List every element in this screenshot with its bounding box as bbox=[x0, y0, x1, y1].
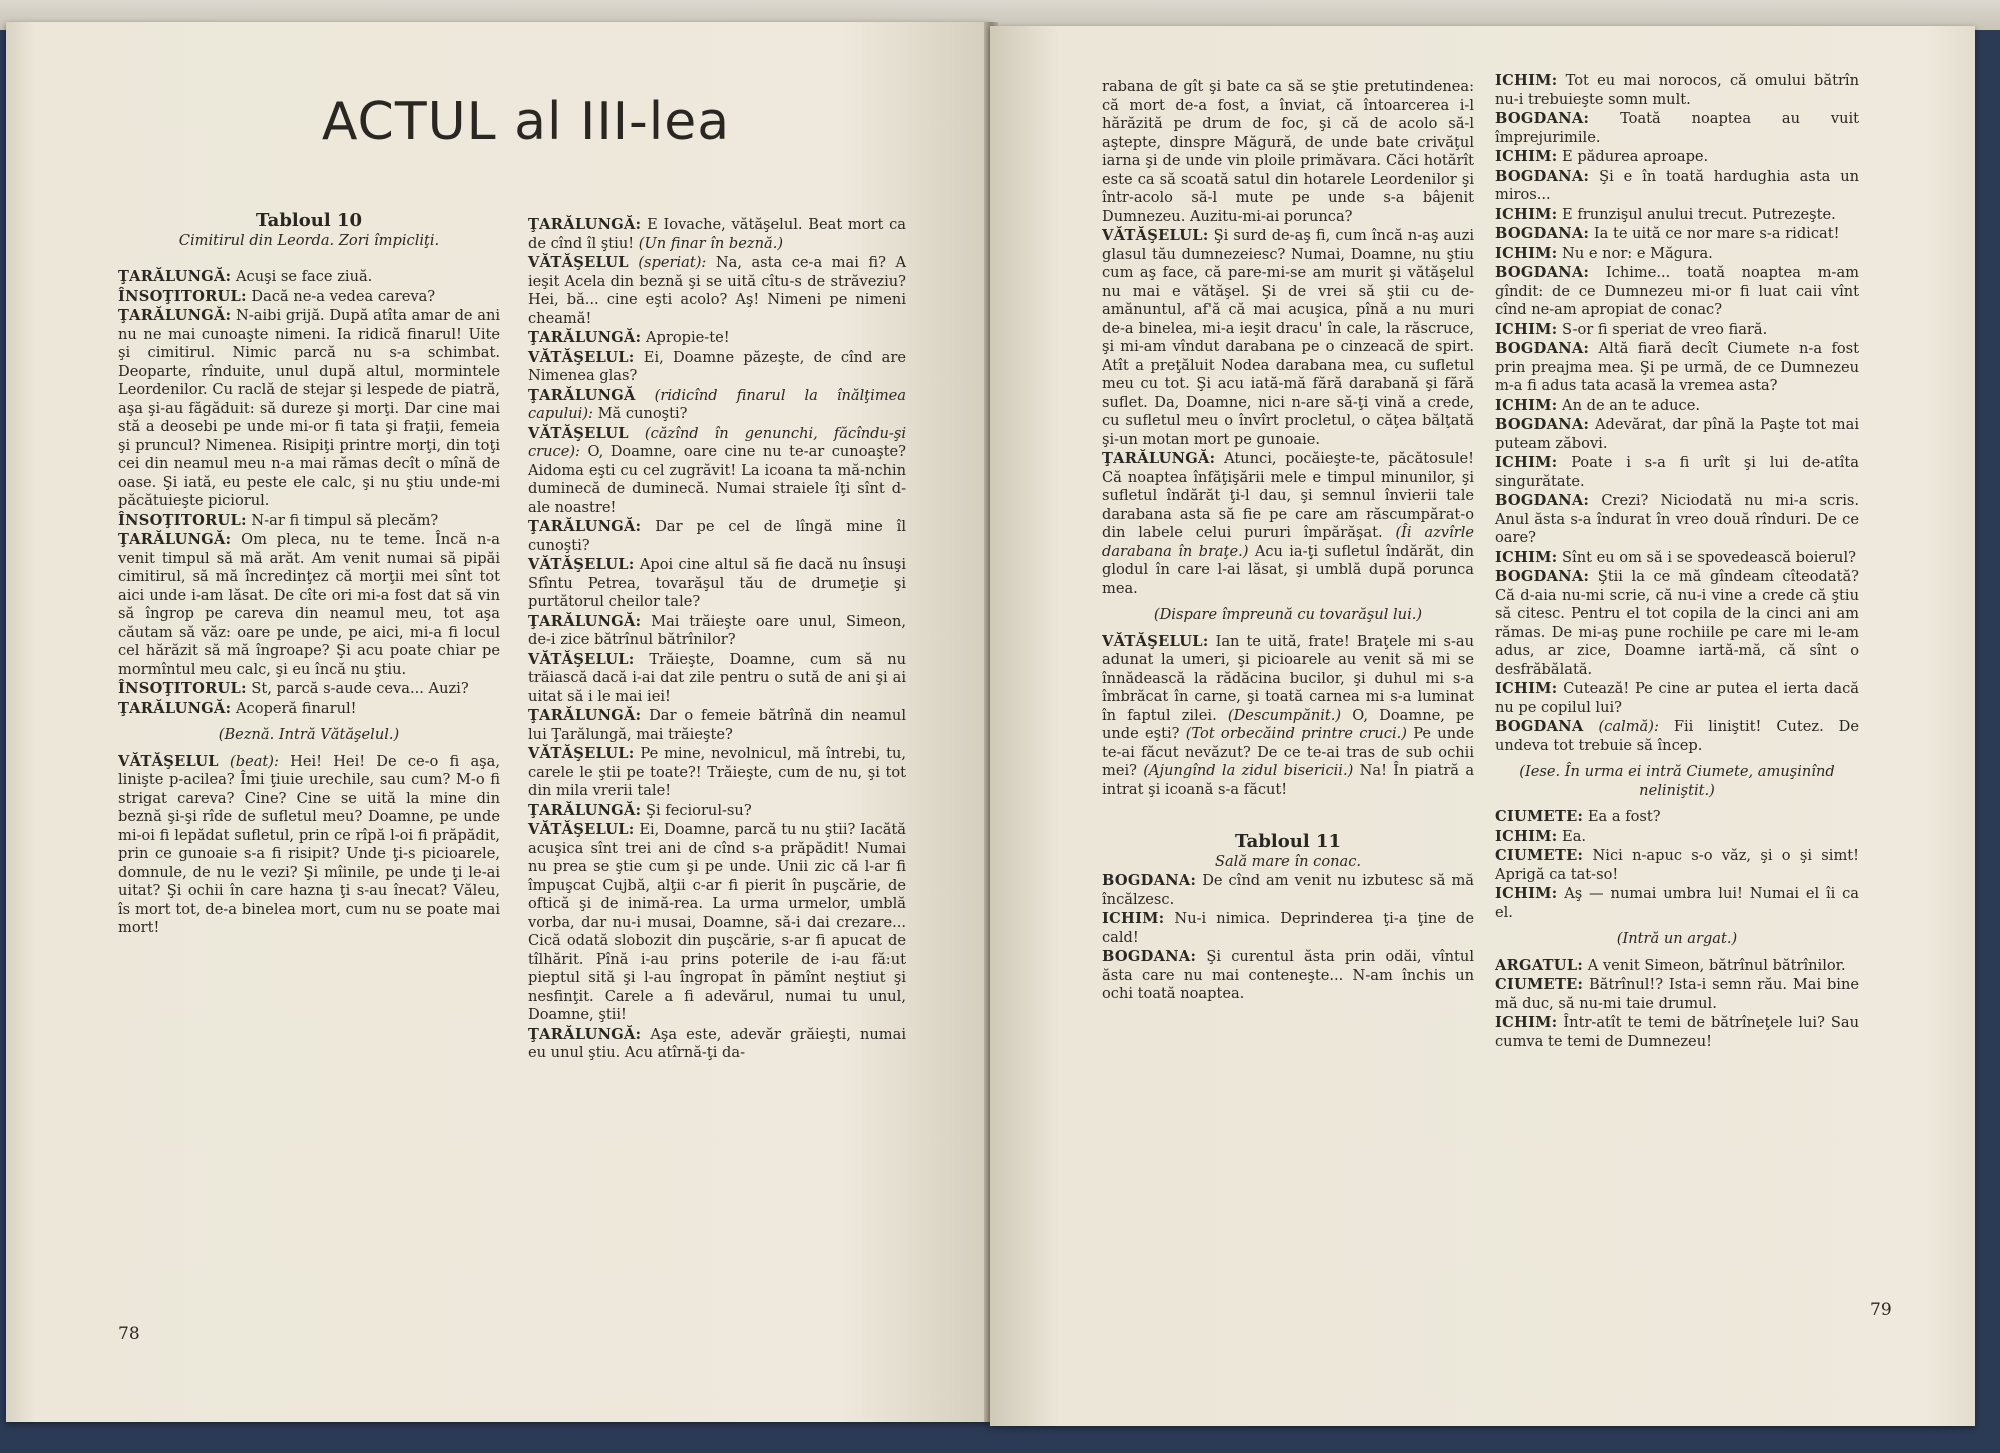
speaker-name: ŢARĂLUNGĂ: bbox=[118, 531, 232, 548]
speaker-name: ICHIM: bbox=[1495, 148, 1558, 165]
speaker-name: ICHIM: bbox=[1495, 72, 1558, 89]
dialogue-text: Na! În piatră a intrat şi icoană s-a făcut! bbox=[1102, 762, 1475, 798]
dialogue-line bbox=[1495, 549, 1859, 568]
dialogue-line bbox=[1495, 397, 1859, 416]
dialogue-line bbox=[1495, 416, 1859, 453]
dialogue-line bbox=[118, 512, 500, 531]
stage-direction: (Dispare împreună cu tovarăşul lui.) bbox=[1153, 606, 1423, 623]
stage-direction: (Beznă. Intră Vătăşelul.) bbox=[218, 726, 400, 743]
dialogue-line bbox=[1495, 1014, 1859, 1051]
dialogue-line bbox=[528, 387, 906, 424]
dialogue-line bbox=[1495, 957, 1859, 976]
dialogue-line bbox=[1495, 168, 1859, 205]
dialogue-text: Acu ia-ţi sufletul îndărăt, din glodul în care l-ai lăsat, şi umblă după porunca mea. bbox=[1102, 542, 1475, 597]
speaker-name: VĂTĂŞELUL bbox=[118, 752, 219, 770]
dialogue-text: Fii liniştit! Cutez. De undeva tot trebuie să încep. bbox=[1495, 718, 1860, 754]
dialogue-line bbox=[528, 707, 906, 744]
dialogue-text: Bătrînul!? Ista-i semn rău. Mai bine mă duc, să nu-mi taie drumul. bbox=[1495, 976, 1859, 1012]
dialogue-line bbox=[118, 753, 500, 938]
inline-stage-direction: (calmă): bbox=[1598, 718, 1659, 735]
speaker-name: ARGATUL: bbox=[1495, 956, 1584, 974]
dialogue-text: Poate i s-a fi urît şi lui de-atîta singurătate. bbox=[1495, 454, 1859, 490]
speaker-name: ŢARĂLUNGĂ: bbox=[118, 699, 232, 717]
page-number-right: 79 bbox=[1870, 1300, 1892, 1320]
dialogue-line bbox=[1495, 148, 1859, 167]
speaker-name: VĂTĂŞELUL bbox=[528, 254, 629, 271]
dialogue-text: Cutează! Pe cine ar putea el ierta dacă nu pe copilul lui? bbox=[1495, 680, 1860, 716]
dialogue-text: Nu e nor: e Măgura. bbox=[1562, 244, 1713, 262]
dialogue-line bbox=[528, 613, 906, 650]
dialogue-text: Na, asta ce-a mai fi? A ieşit Acela din beznă şi se uită cîtu-s de străveziu? Hei, bă... cine eşti acolo? Aş! Nimeni pe nimeni cheamă! bbox=[528, 254, 907, 327]
speaker-name: CIUMETE: bbox=[1495, 847, 1584, 864]
dialogue-text: E pădurea aproape. bbox=[1562, 148, 1709, 165]
dialogue-line bbox=[1495, 321, 1859, 340]
speaker-name: CIUMETE: bbox=[1495, 976, 1584, 993]
speaker-name: VĂTĂŞELUL: bbox=[1102, 227, 1209, 244]
dialogue-text: Pe mine, nevolnicul, mă întrebi, tu, carele le ştii pe toate?! Trăieşte, cum de nu, şi tot din mila vrerii tale! bbox=[528, 745, 907, 799]
dialogue-line bbox=[528, 821, 906, 1025]
dialogue-text: Ian te uită, frate! Braţele mi s-au adunat la umeri, şi picioarele au venit să mi se înnădească la rădăcina bucilor, şi duhul mi s-a îmbrăcat în carne, şi toată carnea mi s-a luminat în faptul zilei. bbox=[1102, 632, 1474, 724]
speaker-name: ŢARĂLUNGĂ: bbox=[528, 1025, 642, 1043]
speaker-name: ŢARĂLUNGĂ: bbox=[528, 612, 642, 630]
speaker-name: BOGDANA: bbox=[1495, 492, 1590, 509]
dialogue-text: Adevărat, dar pînă la Paşte tot mai puteam zăbovi. bbox=[1495, 416, 1859, 452]
inline-stage-direction: (speriat): bbox=[638, 254, 707, 271]
dialogue-line bbox=[1102, 633, 1474, 800]
dialogue-line bbox=[1495, 225, 1859, 244]
speaker-name: BOGDANA: bbox=[1495, 568, 1590, 585]
speaker-name: ICHIM: bbox=[1495, 548, 1558, 566]
dialogue-line bbox=[1495, 492, 1859, 548]
stage-direction: (Intră un argat.) bbox=[1616, 930, 1738, 947]
dialogue-text: Aşa este, adevăr grăieşti, numai eu unul ştiu. Acu atîrnă-ţi da- bbox=[528, 1025, 906, 1061]
speaker-name: BOGDANA: bbox=[1102, 948, 1197, 965]
inline-stage-direction: (Tot orbecăind printre cruci.) bbox=[1185, 725, 1407, 742]
dialogue-line bbox=[528, 254, 906, 328]
dialogue-line bbox=[1495, 828, 1859, 847]
speaker-name: BOGDANA: bbox=[1495, 264, 1590, 281]
dialogue-text: Aş — numai umbra lui! Numai el îi ca el. bbox=[1495, 885, 1860, 921]
speaker-name: ŢARĂLUNGĂ: bbox=[528, 329, 642, 346]
dialogue-line bbox=[118, 531, 500, 679]
dialogue-text: Apoi cine altul să fie dacă nu însuşi Sfîntu Petrea, tovarăşul tău de drumeţie şi purtătorul cheilor tale? bbox=[528, 556, 907, 610]
dialogue-line bbox=[528, 802, 906, 821]
speaker-name: BOGDANA: bbox=[1495, 110, 1590, 127]
dialogue-text: St, parcă s-aude ceva... Auzi? bbox=[251, 680, 469, 697]
inline-stage-direction: (Ajungînd la zidul bisericii.) bbox=[1143, 762, 1354, 779]
tablou-title: Tabloul 11 bbox=[1234, 831, 1341, 852]
dialogue-text: Mă cunoşti? bbox=[597, 405, 688, 422]
dialogue-text: Mai trăieşte oare unul, Simeon, de-i zice bătrînul bătrînilor? bbox=[528, 612, 906, 648]
inline-stage-direction: (ridicînd finarul la înălţimea capului): bbox=[528, 386, 907, 422]
speaker-name: BOGDANA: bbox=[1102, 872, 1197, 889]
dialogue-text: Sînt eu om să i se spovedească boierul? bbox=[1562, 548, 1856, 566]
speaker-name: ŢARĂLUNGĂ: bbox=[528, 801, 642, 819]
dialogue-text: N-aibi grijă. După atîta amar de ani nu ne mai cunoaşte nimeni. Ia ridică finarul! Uite şi cimitirul. Nimic parcă nu s-a schimbat. Deoparte, rînduite, unul după altul, mormintele Leordenilor. Cu raclă de stejar şi lespede de piatră, aşa şi-au făgăduit: să dureze şi morţi. Dar cine mai stă a deosebi pe unde mi-or fi tata şi fraţii, femeia şi pruncul? Nimenea. Risipiţi printre morţi, din toţi cei din neamul meu n-a mai rămas decît o mînă de oase. Şi iată, eu peste ele calc, şi nu ştiu unde-mi păcătuieşte piciorul. bbox=[118, 307, 501, 509]
dialogue-text: Dacă ne-a vedea careva? bbox=[251, 287, 436, 305]
dialogue-text: Ei, Doamne păzeşte, de cînd are Nimenea glas? bbox=[528, 348, 906, 384]
speaker-name: BOGDANA: bbox=[1495, 340, 1590, 357]
dialogue-line bbox=[528, 556, 906, 612]
speaker-name: VĂTĂŞELUL: bbox=[528, 650, 635, 668]
dialogue-text: E Iovache, vătăşelul. Beat mort ca de cînd îl ştiu! bbox=[528, 216, 907, 252]
dialogue-text: Ei, Doamne, parcă tu nu ştii? Iacătă acuşica sînt trei ani de cînd s-a prăpădit! Numai nu prea se ştie cum şi pe unde. Unii zic că l-ar fi împuşcat Cujbă, alţii c-ar fi pierit în puşcărie, de oftică şi de inimă-rea. La urma urmelor, umblă vorba, dar nu-i musai, Doamne, să-i dai crezare... Cică odată slobozit din puşcărie, s-ar fi apucat de tîlhărit. Pînă i-au prins poterile de i-au fă:ut pieptul sită şi l-au îngropat în pămînt neştiut şi nesfinţit. Carele a fi adevărul, numai tu unul, Doamne, ştii! bbox=[528, 821, 906, 1023]
speaker-name: ICHIM: bbox=[1495, 827, 1558, 845]
dialogue-text: De cînd am venit nu izbutesc să mă încălzesc. bbox=[1102, 872, 1475, 908]
dialogue-text: O, Doamne, pe unde eşti? bbox=[1102, 706, 1475, 742]
dialogue-text: S-or fi speriat de vreo fiară. bbox=[1562, 320, 1768, 338]
dialogue-line bbox=[1495, 110, 1859, 147]
dialogue-text: Într-atît te temi de bătrîneţele lui? Sau cumva te temi de Dumnezeu! bbox=[1495, 1014, 1860, 1050]
speaker-name: ICHIM: bbox=[1495, 320, 1558, 338]
tablou-title: Tabloul 10 bbox=[255, 210, 362, 231]
speaker-name: ICHIM: bbox=[1495, 680, 1558, 697]
speaker-name: ÎNSOŢITORUL: bbox=[118, 511, 247, 529]
dialogue-text: Toată noaptea au vuit împrejurimile. bbox=[1495, 110, 1859, 146]
speaker-name: VĂTĂŞELUL: bbox=[528, 556, 635, 573]
speaker-name: ICHIM: bbox=[1495, 396, 1558, 414]
speaker-name: ŢARĂLUNGĂ: bbox=[1102, 450, 1216, 467]
dialogue-text: Ea. bbox=[1562, 827, 1587, 845]
speaker-name: ICHIM: bbox=[1495, 1014, 1558, 1031]
dialogue-line bbox=[1102, 78, 1474, 226]
dialogue-text: Şi curentul ăsta prin odăi, vîntul ăsta care nu mai conteneşte... N-am închis un ochi toată noaptea. bbox=[1102, 948, 1474, 1002]
dialogue-text: Nu-i nimica. Deprinderea ţi-a ţine de cald! bbox=[1102, 910, 1475, 946]
dialogue-line bbox=[528, 216, 906, 253]
speaker-name: BOGDANA bbox=[1495, 718, 1584, 735]
speaker-name: CIUMETE: bbox=[1495, 808, 1584, 825]
dialogue-text: Ştii la ce mă gîndeam cîteodată? Că d-aia nu-mi scrie, că nu-i vine a crede că ştiu să citesc. Pentru el tot copila de la cinci ani am rămas. De mi-aş pune rochiile pe care mi le-am adus, ar zice, Doamne iartă-mă, că sînt o desfrăbălată. bbox=[1495, 568, 1859, 678]
scene-setting: Sală mare în conac. bbox=[1214, 852, 1362, 870]
dialogue-line bbox=[528, 329, 906, 348]
dialogue-text: Dar pe cel de lîngă mine îl cunoşti? bbox=[528, 518, 906, 554]
speaker-name: ŢARĂLUNGĂ: bbox=[528, 518, 642, 535]
right-page-column-1 bbox=[1102, 78, 1474, 1005]
dialogue-text: Pe unde te-ai făcut nevăzut? De ce te-ai tras de sub ochii mei? bbox=[1102, 725, 1475, 779]
dialogue-line bbox=[1495, 72, 1859, 109]
dialogue-line bbox=[1102, 872, 1474, 909]
dialogue-line bbox=[1495, 847, 1859, 884]
right-page bbox=[990, 26, 1975, 1426]
dialogue-line bbox=[118, 307, 500, 511]
dialogue-text: Dar o femeie bătrînă din neamul lui Ţarălungă, mai trăieşte? bbox=[528, 707, 906, 743]
dialogue-line bbox=[528, 518, 906, 555]
dialogue-line bbox=[528, 745, 906, 801]
dialogue-line bbox=[528, 425, 906, 518]
speaker-name: ŢARĂLUNGĂ: bbox=[528, 707, 642, 724]
dialogue-text: Apropie-te! bbox=[645, 329, 730, 346]
dialogue-text: E frunzişul anului trecut. Putrezeşte. bbox=[1562, 205, 1836, 223]
inline-stage-direction: (beat): bbox=[230, 752, 279, 770]
speaker-name: ICHIM: bbox=[1495, 885, 1558, 902]
left-page bbox=[6, 22, 990, 1422]
dialogue-text: Atunci, pocăieşte-te, păcătosule! Că noaptea înfăţişării mele e timpul minunilor, şi sufletul îndărăt ţi-l dau, şi semnul învierii tale darabana asta să fie pe care am răscumpărat-o din labele celui pururi împărăşat. bbox=[1102, 450, 1474, 541]
dialogue-line bbox=[118, 700, 500, 719]
dialogue-line bbox=[1495, 718, 1859, 755]
speaker-name: ÎNSOŢITORUL: bbox=[118, 287, 247, 305]
dialogue-line bbox=[1495, 885, 1859, 922]
dialogue-text: Trăieşte, Doamne, cum să nu trăiască dacă i-ai dat zile pentru o sută de ani şi ai uitat să i le mai iei! bbox=[528, 650, 907, 705]
dialogue-line bbox=[118, 268, 500, 287]
inline-stage-direction: (căzînd în genunchi, făcîndu-şi cruce): bbox=[528, 424, 907, 460]
dialogue-line bbox=[528, 651, 906, 707]
dialogue-text: Acoperă finarul! bbox=[235, 699, 357, 717]
dialogue-text: Nici n-apuc s-o văz, şi o şi simt! Aprigă ca tat-so! bbox=[1495, 847, 1860, 883]
dialogue-text: Hei! Hei! De ce-o fi aşa, linişte p-acilea? Îmi ţiuie urechile, sau cum? M-o fi strigat careva? Cine? Cine se uită la mine din beznă şi-şi rîde de sufletul meu? Doamne, pe unde mi-oi fi lepădat sufletul, prin ce rîpă l-oi fi prăpădit, prin ce gunoaie s-a fi risipit? Unde ţi-s picioarele, domnule, de nu le vezi? Şi mîinile, pe unde ţi le-ai uitat? Şi ochii în care hazna ţi s-au înecat? Văleu, îs mort tot, de-a binelea mort, cum nu se poate mai mort! bbox=[118, 752, 501, 936]
speaker-name: ŢARĂLUNGĂ: bbox=[118, 307, 232, 324]
dialogue-line bbox=[528, 349, 906, 386]
speaker-name: ŢARĂLUNGĂ: bbox=[118, 268, 232, 285]
left-page-column-2 bbox=[528, 216, 906, 1064]
dialogue-line bbox=[1495, 976, 1859, 1013]
dialogue-line bbox=[1495, 808, 1859, 827]
dialogue-text: Altă fiară decît Ciumete n-a fost prin preajma mea. Şi pe urmă, de ce Dumnezeu m-a fi adus tata acasă la vremea asta? bbox=[1495, 340, 1859, 394]
speaker-name: ŢARĂLUNGĂ bbox=[528, 386, 636, 404]
speaker-name: VĂTĂŞELUL: bbox=[528, 821, 635, 838]
page-number-left: 78 bbox=[118, 1324, 140, 1344]
dialogue-text: O, Doamne, oare cine nu te-ar cunoaşte? Aidoma eşti cu cel zugrăvit! La icoana ta mă-nchin duminecă de duminecă. Numai straiele îţi sînt d-ale noastre! bbox=[528, 443, 906, 516]
dialogue-text: Şi surd de-aş fi, cum încă n-aş auzi glasul tău dumnezeiesc? Numai, Doamne, nu ştiu cum aş face, că pare-mi-se am murit şi vătăşelul nu mai e vătăşel. Şi de vrei să ştii cu de-amănuntul, af'ă că mai acuşica, pînă a nu muri de-a binelea, mi-a ieşit dracu' în cale, la răscruce, şi mi-am vîndut darabana pe o cinzeacă de spirt. Atît a preţăluit Nodea darabana mea, cu sufletul meu cu tot. Şi acu iată-mă fără darabană şi fără suflet. Da, Doamne, nici n-are să-ţi vină a crede, cu sufletul meu o învîrt procletul, o căţea bălţată şi-un motan mort pe gunoaie. bbox=[1102, 227, 1474, 448]
speaker-name: ICHIM: bbox=[1102, 910, 1165, 927]
speaker-name: VĂTĂŞELUL: bbox=[1102, 632, 1209, 650]
stage-direction: (Iese. În urma ei intră Ciumete, amuşinînd neliniştit.) bbox=[1519, 763, 1835, 799]
speaker-name: ICHIM: bbox=[1495, 205, 1558, 223]
dialogue-text: A venit Simeon, bătrînul bătrînilor. bbox=[1587, 956, 1846, 974]
dialogue-text: N-ar fi timpul să plecăm? bbox=[251, 511, 439, 529]
dialogue-text: Şi feciorul-su? bbox=[645, 801, 752, 819]
dialogue-text: An de an te aduce. bbox=[1562, 396, 1701, 414]
speaker-name: BOGDANA: bbox=[1495, 416, 1590, 433]
dialogue-text: Şi e în toată hardughia asta un miros... bbox=[1495, 167, 1859, 203]
inline-stage-direction: (Îi azvîrle darabana în braţe.) bbox=[1102, 524, 1474, 560]
right-page-column-2 bbox=[1495, 72, 1859, 1052]
dialogue-line bbox=[1495, 340, 1859, 396]
dialogue-text: Om pleca, nu te teme. Încă n-a venit timpul să mă arăt. Am venit numai să pipăi cimitirul, să mă încredinţez că morţii mei sînt tot aici unde i-am lăsat. De cîte ori mi-a fost dat să vin să îngrop pe careva din neamul meu, tot aşa căutam să văz: oare pe unde, pe aici, mi-a fi locul cel hărăzit să mă îngroape? Şi acu poate chiar pe mormîntul meu calc, şi eu încă nu ştiu. bbox=[118, 531, 501, 678]
dialogue-line bbox=[1495, 568, 1859, 679]
dialogue-line bbox=[1102, 227, 1474, 449]
speaker-name: BOGDANA: bbox=[1495, 167, 1590, 185]
dialogue-line bbox=[528, 1026, 906, 1063]
inline-stage-direction: (Descumpănit.) bbox=[1227, 706, 1342, 724]
dialogue-text: rabana de gît şi bate ca să se ştie pretutindenea: că mort de-a fost, a înviat, că întoarcerea i-l hărăzită pe drum de foc, şi că de acolo să-l aştepte, dinspre Măgură, de unde bate crivăţul iarna şi de unde vin ploile primăvara. Căci hotărît este ca să scoată satul din hotarele Leordenilor şi într-acolo să-l mute pe unde s-a bâjenit Dumnezeu. Auzitu-mi-ai porunca? bbox=[1102, 78, 1474, 225]
scene-setting: Cimitirul din Leorda. Zori împicliţi. bbox=[178, 231, 440, 249]
dialogue-text: Ia te uită ce nor mare s-a ridicat! bbox=[1593, 225, 1840, 242]
dialogue-line bbox=[1495, 245, 1859, 264]
dialogue-line bbox=[1102, 948, 1474, 1004]
dialogue-line bbox=[1495, 206, 1859, 225]
speaker-name: BOGDANA: bbox=[1495, 225, 1590, 242]
dialogue-text: Tot eu mai norocos, că omului bătrîn nu-i trebuieşte somn mult. bbox=[1495, 72, 1859, 108]
speaker-name: ICHIM: bbox=[1495, 454, 1558, 471]
speaker-name: ICHIM: bbox=[1495, 244, 1558, 262]
left-page-column-1 bbox=[118, 212, 500, 939]
speaker-name: VĂTĂŞELUL: bbox=[528, 745, 635, 762]
dialogue-line bbox=[1102, 910, 1474, 947]
speaker-name: ÎNSOŢITORUL: bbox=[118, 680, 247, 697]
dialogue-line bbox=[1495, 454, 1859, 491]
dialogue-text: Crezi? Niciodată nu mi-a scris. Anul ăsta s-a îndurat în vreo două rînduri. De ce oare? bbox=[1495, 492, 1859, 546]
dialogue-line bbox=[1102, 450, 1474, 598]
dialogue-text: Ichime... toată noaptea m-am gîndit: de ce Dumnezeu mi-or fi luat caii vînt cînd ne-am apropiat de conac? bbox=[1495, 264, 1860, 318]
dialogue-line bbox=[1495, 680, 1859, 717]
dialogue-line bbox=[118, 288, 500, 307]
dialogue-text: Ea a fost? bbox=[1587, 808, 1661, 825]
act-title: ACTUL al III-lea bbox=[321, 92, 731, 152]
speaker-name: ŢARĂLUNGĂ: bbox=[528, 216, 642, 233]
dialogue-line bbox=[118, 680, 500, 699]
inline-stage-direction: (Un finar în beznă.) bbox=[638, 234, 784, 252]
speaker-name: VĂTĂŞELUL: bbox=[528, 348, 635, 366]
dialogue-text: Acuşi se face ziuă. bbox=[235, 268, 373, 285]
speaker-name: VĂTĂŞELUL bbox=[528, 424, 629, 442]
dialogue-line bbox=[1495, 264, 1859, 320]
